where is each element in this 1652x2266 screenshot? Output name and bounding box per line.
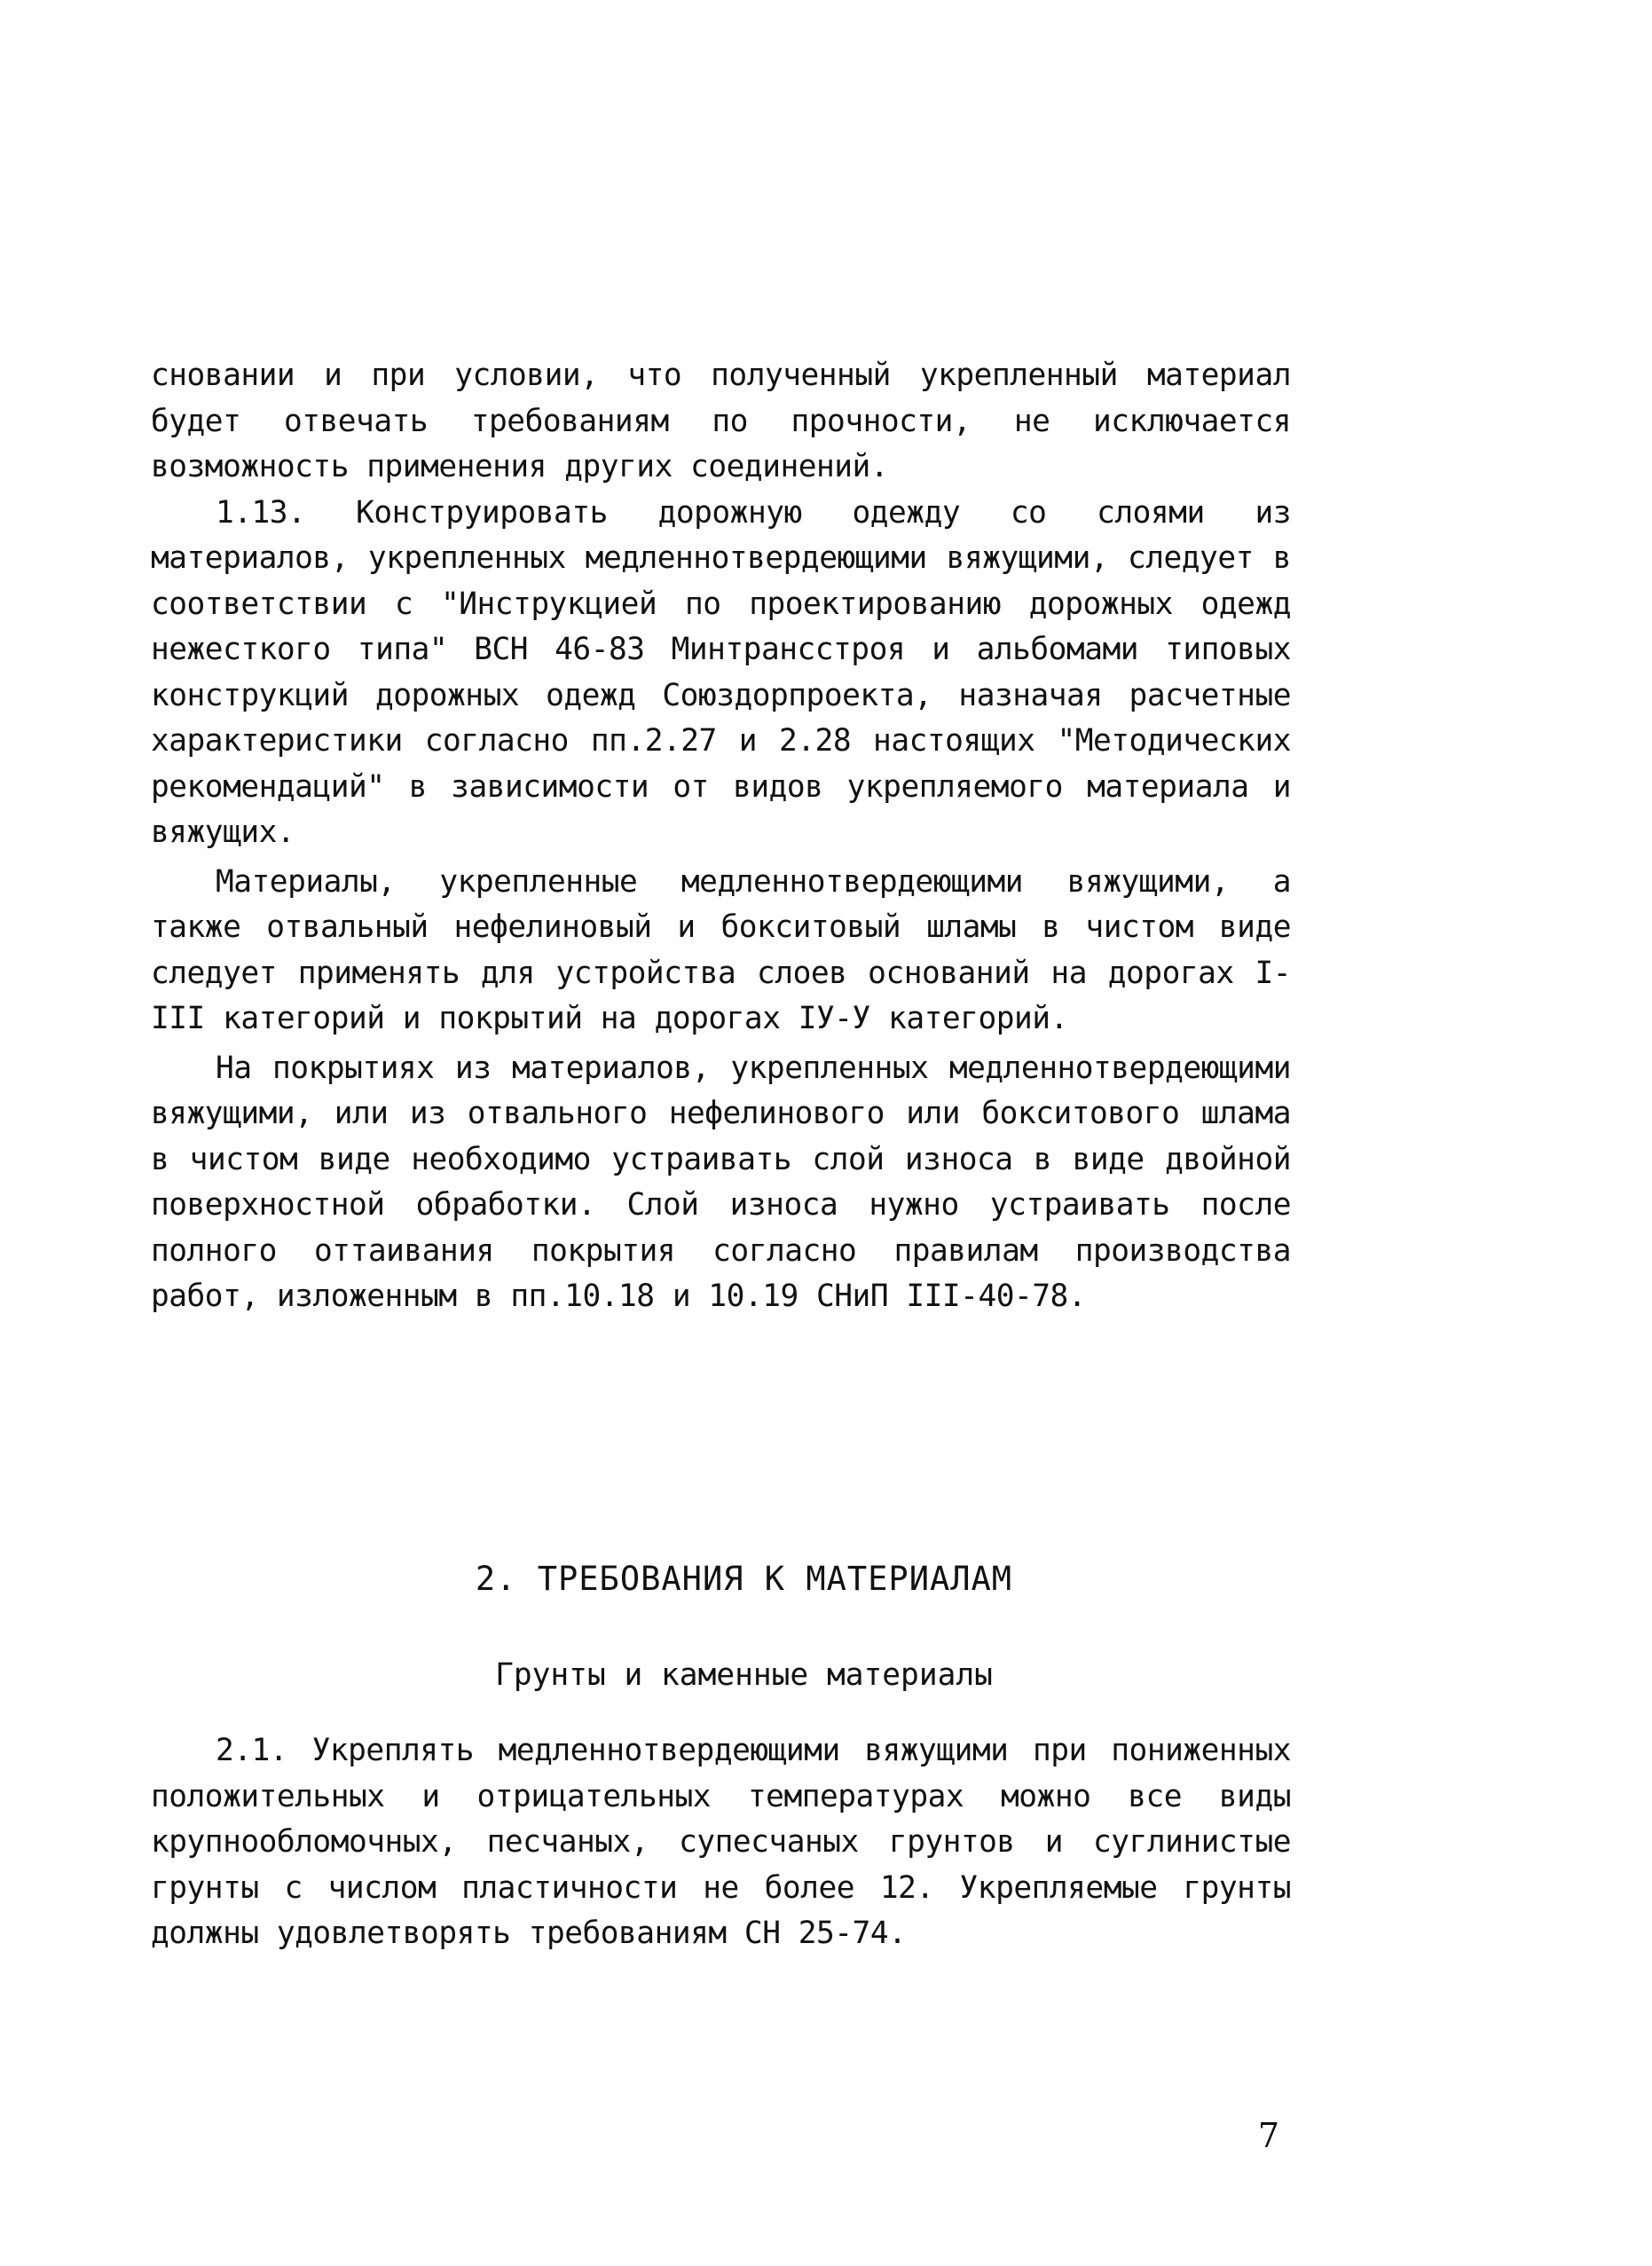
paragraph-materials: Материалы, укрепленные медленнотвердеющими вяжущими, а также отвальный нефелиновый и бокситовый шламы в чистом виде следует применять для устройства слоев оснований на дорогах I-III категорий и покрытий на дорогах IУ-У категорий. — [151, 863, 1291, 1036]
subsection-heading: Грунты и каменные материалы — [495, 1657, 993, 1693]
page-number: 7 — [1257, 2116, 1279, 2155]
body-text-bottom — [151, 1728, 1291, 1957]
paragraph-continuation: сновании и при условии, что полученный укрепленный материал будет отвечать требованиям по прочности, не исключается возможность применения других соединений. — [151, 358, 1291, 484]
section-heading: 2. ТРЕБОВАНИЯ К МАТЕРИАЛАМ — [475, 1560, 1013, 1598]
paragraph-2-1: 2.1. Укреплять медленнотвердеющими вяжущими при пониженных положительных и отрицательных температурах можно все виды крупнообломочных, песчаных, супесчаных грунтов и суглинистые грунты с числом пластичности не более 12. Укрепляемые грунты должны удовлетворять требованиям СН 25-74. — [151, 1733, 1291, 1951]
body-text-top — [151, 353, 1291, 1320]
paragraph-wear-layer: На покрытиях из материалов, укрепленных медленнотвердеющими вяжущими, или из отвального нефелинового или бокситового шлама в чистом виде необходимо устраивать слой износа в виде двойной поверхностной обработки. Слой износа нужно устраивать после полного оттаивания покрытия согласно правилам производства работ, изложенным в пп.10.18 и 10.19 СНиП III-40-78. — [151, 1050, 1291, 1314]
paragraph-1-13: 1.13. Конструировать дорожную одежду со слоями из материалов, укрепленных медленнотвердеющими вяжущими, следует в соответствии с "Инструкцией по проектированию дорожных одежд нежесткого типа" ВСН 46-83 Минтрансстроя и альбомами типовых конструкций дорожных одежд Союздорпроекта, назначая расчетные характеристики согласно пп.2.27 и 2.28 настоящих "Методических рекомендаций" в зависимости от видов укрепляемого материала и вяжущих. — [151, 494, 1291, 850]
